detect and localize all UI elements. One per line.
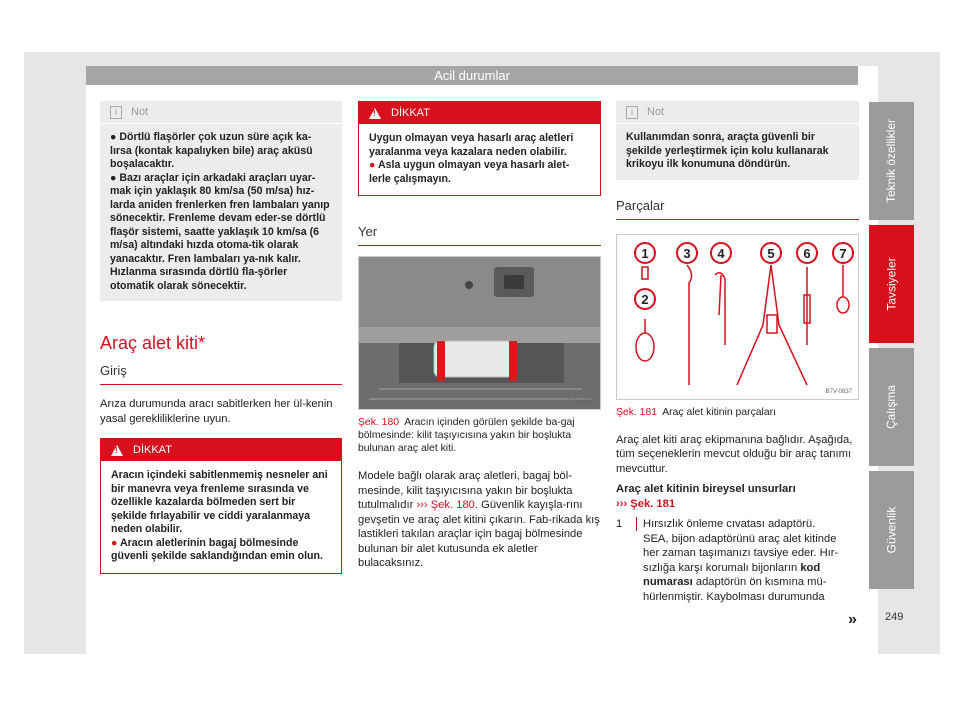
trunk-tool-kit-illustration <box>359 257 601 409</box>
part-label: 4 <box>717 245 725 261</box>
subsection-title: Giriş <box>100 363 342 385</box>
warning-icon <box>369 108 381 119</box>
part-label: 5 <box>767 245 775 261</box>
continue-mark: » <box>848 611 857 628</box>
figure-181 <box>616 234 859 400</box>
note-item: ● Dörtlü flaşörler çok uzun süre açık ka-lırsa (kontak kapalıyken bile) araç aküsü boşalacaktır. <box>110 131 313 170</box>
figure-180 <box>358 256 601 410</box>
tab-technical[interactable] <box>869 102 914 220</box>
warning-bullet: ● Asla uygun olmayan veya hasarlı alet-lerle çalışmayın. <box>369 159 570 185</box>
part-label: 3 <box>683 245 691 261</box>
body-text: Araç alet kiti araç ekipmanına bağlıdır. Aşağıda, tüm seçeneklerin mevcut olduğu bir araç tanımı mevcuttur. <box>616 433 853 475</box>
info-icon: i <box>110 106 122 119</box>
note-body: Kullanımdan sonra, araçta güvenli bir şekilde yerleştirmek için kolu kullanarak krikoyu ilk konumuna döndürün. <box>626 131 829 170</box>
tool-parts-illustration <box>617 235 858 397</box>
tab-label: Güvenlik <box>884 506 899 554</box>
warning-label: DİKKAT <box>133 444 172 456</box>
warning-body <box>101 461 341 564</box>
parts-item: 1 Hırsızlık önleme cıvatası adaptörü. SEA, bijon adaptörünü araç alet kitinde her zaman taşımanızı tavsiye eder. Hır-sızlığa karşı korumalı bijonların kod numarası adaptörün ön kısmına mü-hürlenmiştir. Kaybolması durumunda <box>616 518 839 603</box>
figure-link[interactable]: ››› Şek. 180 <box>416 499 475 511</box>
warning-body <box>359 124 600 186</box>
tab-label: Çalışma <box>884 384 899 430</box>
body-text: Modele bağlı olarak araç aletleri, bagaj böl-mesinde, kilit taşıyıcısına yakın bir boşlukta tutulmalıdır ››› Şek. 180. Güvenlik kayışla-rını gevşetin ve araç alet kitini çıkarın. Fab-rikada kış lastikleri takılan araçlar için bagaj bölmesinde bulunan bir alet kutusunda ek aletler bulacaksınız. <box>358 470 600 569</box>
figure-caption: Şek. 181 Araç alet kitinin parçaları <box>616 406 776 418</box>
intro-text: Arıza durumunda aracı sabitlerken her ül-kenin yasal gerekliliklerine uyun. <box>100 398 333 425</box>
note-item: ● Bazı araçlar için arkadaki araçları uyar-mak için yaklaşık 80 km/sa (50 m/sa) hız-larda aniden frenlerken fren lambaları yanıp sönecektir. Frenleme devam eder-se dörtlü flaşör sistemi, saatte yaklaşık 10 km/sa (6 m/sa) altındaki hızda otoma-tik olarak yanacaktır. Fren lambaları ya-nık kalır. Hızlanma sırasında dörtlü fla-şörler otomatik olarak sönecektir. <box>110 171 330 292</box>
part-label: 6 <box>803 245 811 261</box>
part-label: 2 <box>641 291 649 307</box>
note-header <box>616 101 859 124</box>
column-1 <box>100 96 342 574</box>
warning-icon <box>111 445 123 456</box>
figure-caption: Şek. 180 Aracın içinden görülen şekilde ba-gaj bölmesinde: kilit taşıyıcısına yakın bir boşlukta bulunan araç alet kiti. <box>358 417 575 454</box>
tab-label: Tavsiyeler <box>884 257 899 311</box>
part-label: 1 <box>641 245 649 261</box>
note-body <box>100 124 342 293</box>
note-header <box>100 101 342 124</box>
warning-header <box>101 439 341 461</box>
item-number: 1 <box>616 517 637 531</box>
info-icon: i <box>626 106 638 119</box>
figure-link[interactable]: ››› Şek. 181 <box>616 497 676 510</box>
tab-operation[interactable] <box>869 348 914 466</box>
warning-text: Uygun olmayan veya hasarlı araç aletleri yaralanma veya kazalara neden olabilir. <box>369 132 574 158</box>
parts-heading: Araç alet kitinin bireysel unsurları ››› Şek. 181 <box>616 483 796 510</box>
page-number: 249 <box>885 611 904 623</box>
section-title: Araç alet kiti* <box>100 333 206 353</box>
warning-box <box>358 101 601 196</box>
figure-id: B7V-0790 <box>567 399 594 405</box>
tab-label: Teknik özellikler <box>884 118 899 204</box>
tab-advice[interactable] <box>869 225 914 343</box>
warning-bullet: ● Aracın aletlerinin bagaj bölmesinde güvenli şekilde saklandığından emin olun. <box>111 536 323 562</box>
warning-label: DİKKAT <box>391 107 430 119</box>
note-box <box>616 101 859 180</box>
page-header: Acil durumlar <box>86 66 858 85</box>
note-label: Not <box>647 106 665 118</box>
figure-id: B7V-0837 <box>825 388 852 395</box>
subsection-title: Yer <box>358 224 601 246</box>
note-label: Not <box>131 106 149 118</box>
column-2 <box>358 96 601 571</box>
warning-text: Aracın içindeki sabitlenmemiş nesneler ani bir manevra veya frenleme sırasında ve özellikle kazalarda bölmeden sert bir şekilde fırlayabilir ve ciddi yaralanmaya neden olabilir. <box>111 469 328 535</box>
part-label: 7 <box>839 245 847 261</box>
warning-box <box>100 438 342 574</box>
column-3 <box>616 96 859 628</box>
subsection-title: Parçalar <box>616 198 859 220</box>
warning-header <box>359 102 600 124</box>
tab-safety[interactable] <box>869 471 914 589</box>
note-box <box>100 101 342 301</box>
